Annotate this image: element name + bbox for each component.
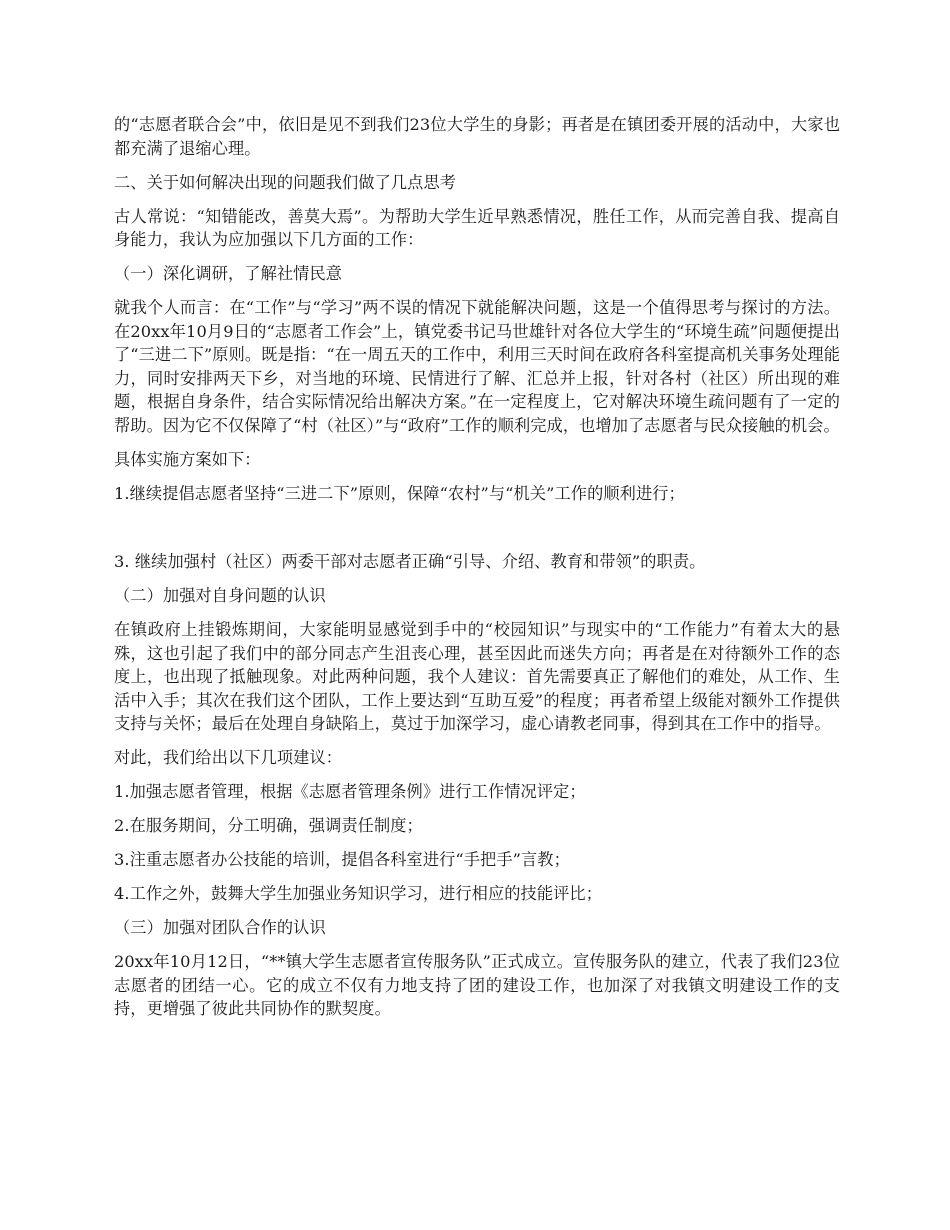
subsection-heading-3: （三）加强对团队合作的认识 <box>114 918 326 937</box>
paragraph-continuation: 的“志愿者联合会”中，依旧是见不到我们23位大学生的身影；再者是在镇团委开展的活动中，大家也都充满了退缩心理。 <box>114 115 840 158</box>
paragraph-research: 就我个人而言：在“工作”与“学习”两不误的情况下就能解决问题，这是一个值得思考与探讨的方法。在20xx年10月9日的“志愿者工作会”上，镇党委书记马世雄针对各位大学生的“环境生疏”问题便提出了“三进二下”原则。既是指：“在一周五天的工作中，利用三天时间在政府各科室提高机关事务处理能力，同时安排两天下乡，对当地的环境、民情进行了解、汇总并上报，针对各村（社区）所出现的难题，根据自身条件，结合实际情况给出解决方案。”在一定程度上，它对解决环境生疏问题有了一定的帮助。因为它不仅保障了“村（社区）”与“政府”工作的顺利完成，也增加了志愿者与民众接触的机会。 <box>114 298 840 435</box>
paragraph-teamwork: 20xx年10月12日，“**镇大学生志愿者宣传服务队”正式成立。宣传服务队的建立，代表了我们23位志愿者的团结一心。它的成立不仅有力地支持了团的建设工作，也加深了对我镇文明建设工作的支持，更增强了彼此共同协作的默契度。 <box>114 952 840 1018</box>
section-heading-2: 二、关于如何解决出现的问题我们做了几点思考 <box>114 172 457 192</box>
paragraph-self-awareness: 在镇政府上挂锻炼期间，大家能明显感觉到手中的“校园知识”与现实中的“工作能力”有着太大的悬殊，这也引起了我们中的部分同志产生沮丧心理，甚至因此而迷失方向；再者是在对待额外工作的态度上，也出现了抵触现象。对此两种问题，我个人建议：首先需要真正了解他们的难处，从工作、生活中入手；其次在我们这个团队，工作上要达到“互助互爱”的程度；再者希望上级能对额外工作提供支持与关怀；最后在处理自身缺陷上，莫过于加深学习，虚心请教老同事，得到其在工作中的指导。 <box>114 620 840 733</box>
list-item-plan-1: 1.继续提倡志愿者坚持“三进二下”原则，保障“农村”与“机关”工作的顺利进行； <box>114 483 685 503</box>
subsection-heading-1: （一）深化调研，了解社情民意 <box>114 264 343 283</box>
list-item-suggestion-1: 1.加强志愿者管理，根据《志愿者管理条例》进行工作情况评定； <box>114 782 586 801</box>
paragraph-plan-intro: 具体实施方案如下： <box>114 449 261 469</box>
paragraph-intro: 古人常说：“知错能改，善莫大焉”。为帮助大学生近早熟悉情况，胜任工作，从而完善自我、提高自身能力，我认为应加强以下几方面的工作： <box>114 206 840 249</box>
paragraph-suggestions-intro: 对此，我们给出以下几项建议： <box>114 748 343 767</box>
list-item-suggestion-4: 4.工作之外，鼓舞大学生加强业务知识学习，进行相应的技能评比； <box>114 884 602 903</box>
subsection-heading-2: （二）加强对自身问题的认识 <box>114 586 326 605</box>
list-item-suggestion-3: 3.注重志愿者办公技能的培训，提倡各科室进行“手把手”言教； <box>114 850 570 869</box>
document-body <box>114 113 840 1021</box>
list-item-plan-3: 3. 继续加强村（社区）两委干部对志愿者正确“引导、介绍、教育和带领”的职责。 <box>114 552 706 571</box>
list-item-suggestion-2: 2.在服务期间，分工明确，强调责任制度； <box>114 816 423 835</box>
